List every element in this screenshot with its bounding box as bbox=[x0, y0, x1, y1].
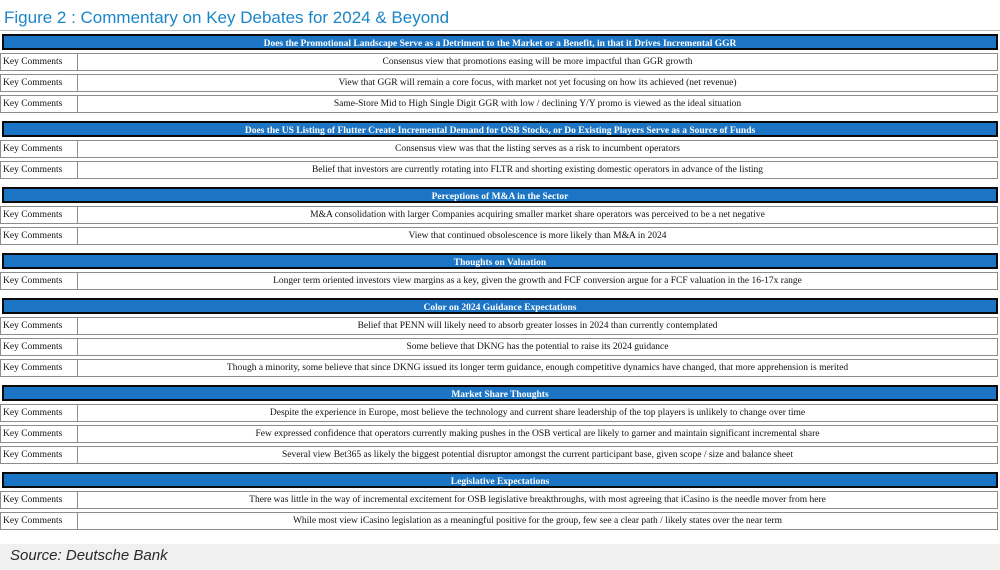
row-label: Key Comments bbox=[0, 512, 78, 530]
comment-cell: Longer term oriented investors view margins as a key, given the growth and FCF conversion argue for a FCF valuation in the 16-17x range bbox=[77, 272, 998, 290]
section-header: Does the US Listing of Flutter Create Incremental Demand for OSB Stocks, or Do Existing Players Serve as a Source of Funds bbox=[2, 121, 998, 137]
table-row bbox=[0, 140, 1000, 158]
section-rows bbox=[0, 272, 1000, 290]
comment-cell: Consensus view that promotions easing will be more impactful than GGR growth bbox=[77, 53, 998, 71]
row-label: Key Comments bbox=[0, 206, 78, 224]
table-row bbox=[0, 161, 1000, 179]
table-row bbox=[0, 359, 1000, 377]
footer-bar bbox=[0, 544, 1000, 570]
comment-cell: While most view iCasino legislation as a meaningful positive for the group, few see a clear path / likely states over the near term bbox=[77, 512, 998, 530]
section-rows bbox=[0, 317, 1000, 377]
table-row bbox=[0, 425, 1000, 443]
table-row bbox=[0, 404, 1000, 422]
row-label: Key Comments bbox=[0, 227, 78, 245]
source-note: Source: Deutsche Bank bbox=[10, 547, 168, 564]
comment-cell: There was little in the way of incremental excitement for OSB legislative breakthroughs, with most agreeing that iCasino is the needle mover from here bbox=[77, 491, 998, 509]
comment-cell: Few expressed confidence that operators currently making pushes in the OSB vertical are likely to garner and maintain significant incremental share bbox=[77, 425, 998, 443]
section-header: Does the Promotional Landscape Serve as a Detriment to the Market or a Benefit, in that it Drives Incremental GGR bbox=[2, 34, 998, 50]
row-label: Key Comments bbox=[0, 338, 78, 356]
row-label: Key Comments bbox=[0, 425, 78, 443]
section-rows bbox=[0, 53, 1000, 113]
section-header: Thoughts on Valuation bbox=[2, 253, 998, 269]
debate-section bbox=[0, 187, 1000, 253]
row-label: Key Comments bbox=[0, 404, 78, 422]
table-row bbox=[0, 74, 1000, 92]
row-label: Key Comments bbox=[0, 53, 78, 71]
debates-table bbox=[0, 34, 1000, 533]
debate-section bbox=[0, 253, 1000, 298]
comment-cell: Belief that investors are currently rotating into FLTR and shorting existing domestic operators in advance of the listing bbox=[77, 161, 998, 179]
debate-section bbox=[0, 34, 1000, 121]
comment-cell: Several view Bet365 as likely the biggest potential disruptor amongst the current participant base, given scope / size and balance sheet bbox=[77, 446, 998, 464]
section-header: Perceptions of M&A in the Sector bbox=[2, 187, 998, 203]
section-rows bbox=[0, 140, 1000, 179]
section-header: Color on 2024 Guidance Expectations bbox=[2, 298, 998, 314]
comment-cell: View that continued obsolescence is more likely than M&A in 2024 bbox=[77, 227, 998, 245]
comment-cell: Despite the experience in Europe, most believe the technology and current share leadership of the top players is unlikely to change over time bbox=[77, 404, 998, 422]
row-label: Key Comments bbox=[0, 359, 78, 377]
table-row bbox=[0, 206, 1000, 224]
row-label: Key Comments bbox=[0, 272, 78, 290]
comment-cell: Same-Store Mid to High Single Digit GGR with low / declining Y/Y promo is viewed as the ideal situation bbox=[77, 95, 998, 113]
comment-cell: Though a minority, some believe that since DKNG issued its longer term guidance, enough competitive dynamics have changed, that more apprehension is merited bbox=[77, 359, 998, 377]
table-row bbox=[0, 446, 1000, 464]
table-row bbox=[0, 53, 1000, 71]
row-label: Key Comments bbox=[0, 74, 78, 92]
comment-cell: M&A consolidation with larger Companies acquiring smaller market share operators was perceived to be a net negative bbox=[77, 206, 998, 224]
table-row bbox=[0, 227, 1000, 245]
debate-section bbox=[0, 121, 1000, 187]
comment-cell: Some believe that DKNG has the potential to raise its 2024 guidance bbox=[77, 338, 998, 356]
table-row bbox=[0, 491, 1000, 509]
section-header: Legislative Expectations bbox=[2, 472, 998, 488]
debate-section bbox=[0, 385, 1000, 472]
table-row bbox=[0, 317, 1000, 335]
section-rows bbox=[0, 404, 1000, 464]
section-rows bbox=[0, 206, 1000, 245]
title-divider bbox=[0, 30, 1000, 31]
comment-cell: Consensus view was that the listing serves as a risk to incumbent operators bbox=[77, 140, 998, 158]
section-header: Market Share Thoughts bbox=[2, 385, 998, 401]
figure-title: Figure 2 : Commentary on Key Debates for 2024 & Beyond bbox=[4, 8, 450, 27]
row-label: Key Comments bbox=[0, 446, 78, 464]
table-row bbox=[0, 512, 1000, 530]
debate-section bbox=[0, 472, 1000, 530]
row-label: Key Comments bbox=[0, 161, 78, 179]
comment-cell: Belief that PENN will likely need to absorb greater losses in 2024 than currently contemplated bbox=[77, 317, 998, 335]
section-rows bbox=[0, 491, 1000, 530]
comment-cell: View that GGR will remain a core focus, with market not yet focusing on how its achieved (net revenue) bbox=[77, 74, 998, 92]
debate-section bbox=[0, 298, 1000, 385]
table-row bbox=[0, 272, 1000, 290]
table-row bbox=[0, 95, 1000, 113]
row-label: Key Comments bbox=[0, 317, 78, 335]
row-label: Key Comments bbox=[0, 95, 78, 113]
row-label: Key Comments bbox=[0, 491, 78, 509]
table-row bbox=[0, 338, 1000, 356]
row-label: Key Comments bbox=[0, 140, 78, 158]
